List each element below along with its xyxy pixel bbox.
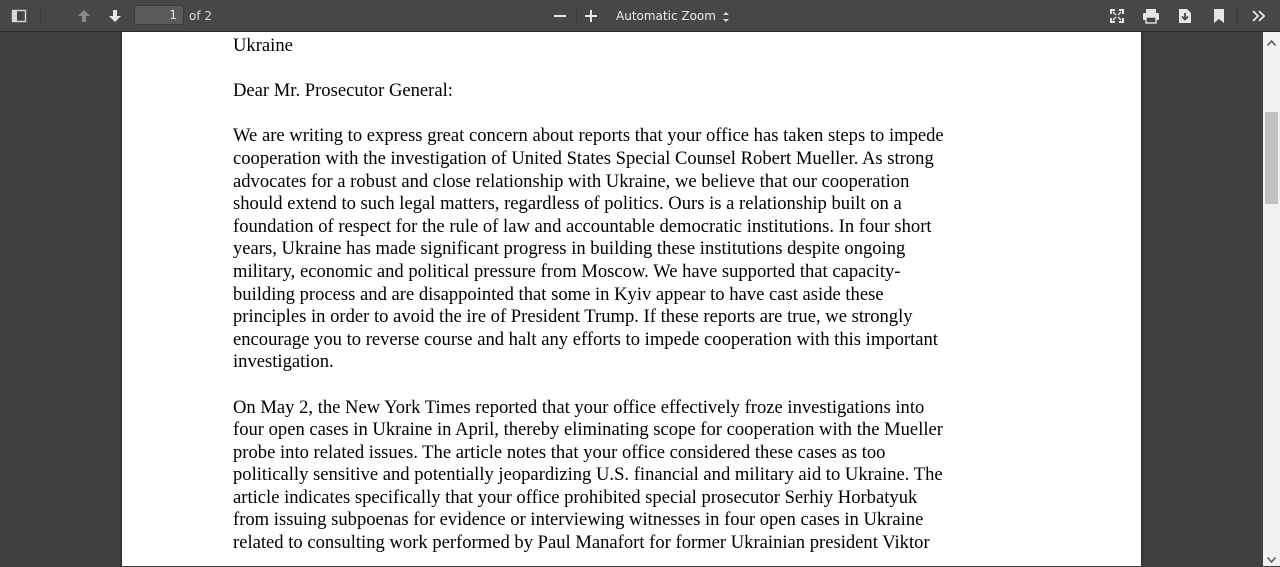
document-line: foundation of respect for the rule of law and accountable democratic institutions. In four short: [233, 215, 932, 237]
arrow-up-icon: [76, 8, 92, 24]
document-line: should extend to such legal matters, regardless of politics. Ours is a relationship built on a: [233, 193, 902, 215]
scroll-up-button[interactable]: [1263, 32, 1280, 49]
pdf-toolbar: [0, 0, 1280, 32]
pdf-page: [122, 32, 1141, 566]
document-line: four open cases in Ukraine in April, thereby eliminating scope for cooperation with the Mueller: [233, 419, 943, 441]
paragraph-gap: [233, 374, 1033, 397]
document-line: investigation.: [233, 351, 334, 373]
presentation-mode-button[interactable]: [1104, 3, 1130, 28]
page-count-label: of 2: [189, 9, 213, 23]
download-button[interactable]: [1172, 3, 1198, 28]
print-icon: [1142, 8, 1160, 24]
zoom-out-button[interactable]: [547, 3, 573, 28]
zoom-select-value: Automatic Zoom: [616, 9, 716, 23]
sidebar-toggle-button[interactable]: [6, 3, 32, 28]
document-line: principles in order to avoid the ire of President Trump. If these reports are true, we strongly: [233, 306, 913, 328]
document-line: Dear Mr. Prosecutor General:: [233, 80, 453, 102]
page-text-layer: [233, 35, 1033, 555]
toolbar-separator: [40, 8, 41, 24]
download-icon: [1178, 8, 1192, 24]
document-viewer[interactable]: [0, 32, 1280, 566]
zoom-select[interactable]: [608, 5, 738, 27]
document-line: advocates for a robust and close relationship with Ukraine, we believe that our cooperation: [233, 170, 910, 192]
paragraph-gap: [233, 103, 1033, 126]
arrow-down-icon: [107, 8, 123, 24]
document-line: cooperation with the investigation of United States Special Counsel Robert Mueller. As strong: [233, 147, 934, 169]
next-page-button[interactable]: [102, 3, 128, 28]
document-line: probe into related issues. The article notes that your office considered these cases as too: [233, 441, 886, 463]
zoom-in-button[interactable]: [578, 3, 604, 28]
fullscreen-icon: [1109, 8, 1125, 24]
document-line: article indicates specifically that your office prohibited special prosecutor Serhiy Horbatyuk: [233, 486, 918, 508]
document-line: Ukraine: [233, 35, 293, 56]
document-line: politically sensitive and potentially jeopardizing U.S. financial and military aid to Ukraine. The: [233, 464, 943, 486]
sidebar-icon: [11, 8, 27, 24]
bookmark-button[interactable]: [1206, 3, 1232, 28]
document-line: We are writing to express great concern about reports that your office has taken steps to impede: [233, 125, 944, 147]
plus-icon: [584, 9, 598, 23]
scroll-down-button[interactable]: [1263, 549, 1280, 566]
tools-button[interactable]: [1246, 3, 1272, 28]
document-line: military, economic and political pressure from Moscow. We have supported that capacity-: [233, 260, 901, 282]
print-button[interactable]: [1138, 3, 1164, 28]
page-number-input[interactable]: [134, 5, 184, 25]
chevron-down-icon: [1267, 548, 1276, 567]
chevron-up-icon: [1267, 31, 1276, 50]
vertical-scrollbar[interactable]: [1263, 32, 1280, 566]
document-line: On May 2, the New York Times reported that your office effectively froze investigations into: [233, 396, 925, 418]
toolbar-separator: [1237, 8, 1238, 24]
scrollbar-thumb[interactable]: [1265, 112, 1278, 204]
document-line: building process and are disappointed that some in Kyiv appear to have cast aside these: [233, 283, 884, 305]
document-line: encourage you to reverse course and halt any efforts to impede cooperation with this important: [233, 328, 938, 350]
select-caret-icon: [722, 9, 730, 23]
minus-icon: [553, 9, 567, 23]
toolbar-separator: [576, 8, 577, 24]
document-line: from issuing subpoenas for evidence or interviewing witnesses in four open cases in Ukraine: [233, 509, 924, 531]
double-chevron-right-icon: [1251, 9, 1267, 23]
document-line: years, Ukraine has made significant progress in building these institutions despite ongoing: [233, 238, 906, 260]
bookmark-icon: [1213, 8, 1225, 24]
paragraph-gap: [233, 58, 1033, 81]
previous-page-button[interactable]: [71, 3, 97, 28]
document-line: related to consulting work performed by Paul Manafort for former Ukrainian president Viktor: [233, 532, 930, 554]
